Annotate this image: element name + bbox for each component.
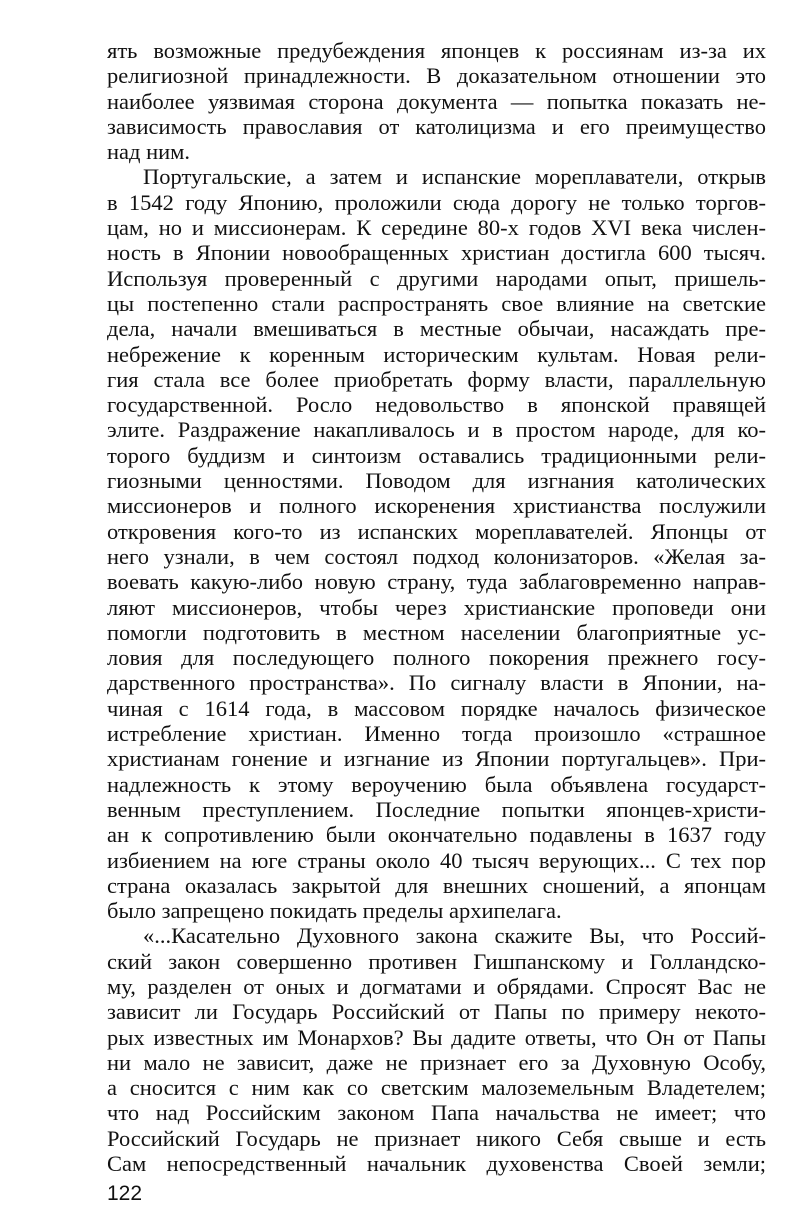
text-line: религиозной принадлежности. В доказательном отношении это <box>107 63 766 89</box>
text-line: надлежность к этому вероучению была объявлена государст- <box>107 771 766 797</box>
text-line: помогли подготовить в местном населении благоприятные ус- <box>107 619 766 645</box>
text-line: Используя проверенный с другими народами опыт, пришель- <box>107 265 766 291</box>
text-line: откровения кого-то из испанских мореплавателей. Японцы от <box>107 518 766 544</box>
text-line: что над Российским законом Папа начальства не имеет; что <box>107 1100 766 1126</box>
text-line: му, разделен от оных и догматами и обрядами. Спросят Вас не <box>107 973 766 999</box>
text-line: истребление христиан. Именно тогда произошло «страшное <box>107 721 766 747</box>
page-number: 122 <box>107 1182 143 1205</box>
text-line: чиная с 1614 года, в массовом порядке началось физическое <box>107 695 766 721</box>
text-line: Португальские, а затем и испанские мореплаватели, открыв <box>143 164 766 190</box>
text-line: цам, но и миссионерам. К середине 80-х годов XVI века числен- <box>107 215 766 241</box>
text-line: гиозными ценностями. Поводом для изгнания католических <box>107 468 766 494</box>
text-line: ский закон совершенно противен Гишпанскому и Голландско- <box>107 948 766 974</box>
text-line: венным преступлением. Последние попытки японцев-христи- <box>107 796 766 822</box>
text-line: воевать какую-либо новую страну, туда заблаговременно направ- <box>107 569 766 595</box>
text-line: ять возможные предубеждения японцев к россиянам из-за их <box>107 38 766 63</box>
text-line: в 1542 году Японию, проложили сюда дорогу не только торгов- <box>107 189 766 215</box>
text-line: дела, начали вмешиваться в местные обычаи, насаждать пре- <box>107 316 766 342</box>
text-line: зависит ли Государь Российский от Папы по примеру некото- <box>107 999 766 1025</box>
text-line: ность в Японии новообращенных христиан достигла 600 тысяч. <box>107 240 766 266</box>
text-line: рых известных им Монархов? Вы дадите ответы, что Он от Папы <box>107 1024 766 1050</box>
text-line: Сам непосредственный начальник духовенства Своей земли; <box>107 1151 766 1177</box>
text-line: а сносится с ним как со светским малоземельным Владетелем; <box>107 1075 766 1101</box>
text-line: небрежение к коренным историческим культам. Новая рели- <box>107 341 766 367</box>
text-line: дарственного пространства». По сигналу власти в Японии, на- <box>107 670 766 696</box>
text-line: наиболее уязвимая сторона документа — попытка показать не- <box>107 88 766 114</box>
text-line: цы постепенно стали распространять свое влияние на светские <box>107 290 766 316</box>
text-line: торого буддизм и синтоизм оставались традиционными рели- <box>107 442 766 468</box>
page-body <box>107 38 766 1176</box>
text-line: элите. Раздражение накапливалось и в простом народе, для ко- <box>107 417 766 443</box>
text-line: страна оказалась закрытой для внешних сношений, а японцам <box>107 872 766 898</box>
text-line: «...Касательно Духовного закона скажите Вы, что Россий- <box>143 923 766 949</box>
text-line: над ним. <box>107 139 191 165</box>
text-line: гия стала все более приобретать форму власти, параллельную <box>107 366 766 392</box>
text-line: миссионеров и полного искоренения христианства послужили <box>107 493 766 519</box>
text-line: христианам гонение и изгнание из Японии португальцев». При- <box>107 746 766 772</box>
text-line: Российский Государь не признает никого Себя свыше и есть <box>107 1125 766 1151</box>
text-line: было запрещено покидать пределы архипелага. <box>107 898 562 924</box>
text-line: ан к сопротивлению были окончательно подавлены в 1637 году <box>107 822 766 848</box>
text-line: зависимость православия от католицизма и его преимущество <box>107 113 766 139</box>
text-line: избиением на юге страны около 40 тысяч верующих... С тех пор <box>107 847 766 873</box>
text-line: государственной. Росло недовольство в японской правящей <box>107 392 766 418</box>
text-line: ни мало не зависит, даже не признает его за Духовную Особу, <box>107 1049 766 1075</box>
text-line: него узнали, в чем состоял подход колонизаторов. «Желая за- <box>107 543 766 569</box>
text-line: ляют миссионеров, чтобы через христианские проповеди они <box>107 594 766 620</box>
text-line: ловия для последующего полного покорения прежнего госу- <box>107 645 766 671</box>
